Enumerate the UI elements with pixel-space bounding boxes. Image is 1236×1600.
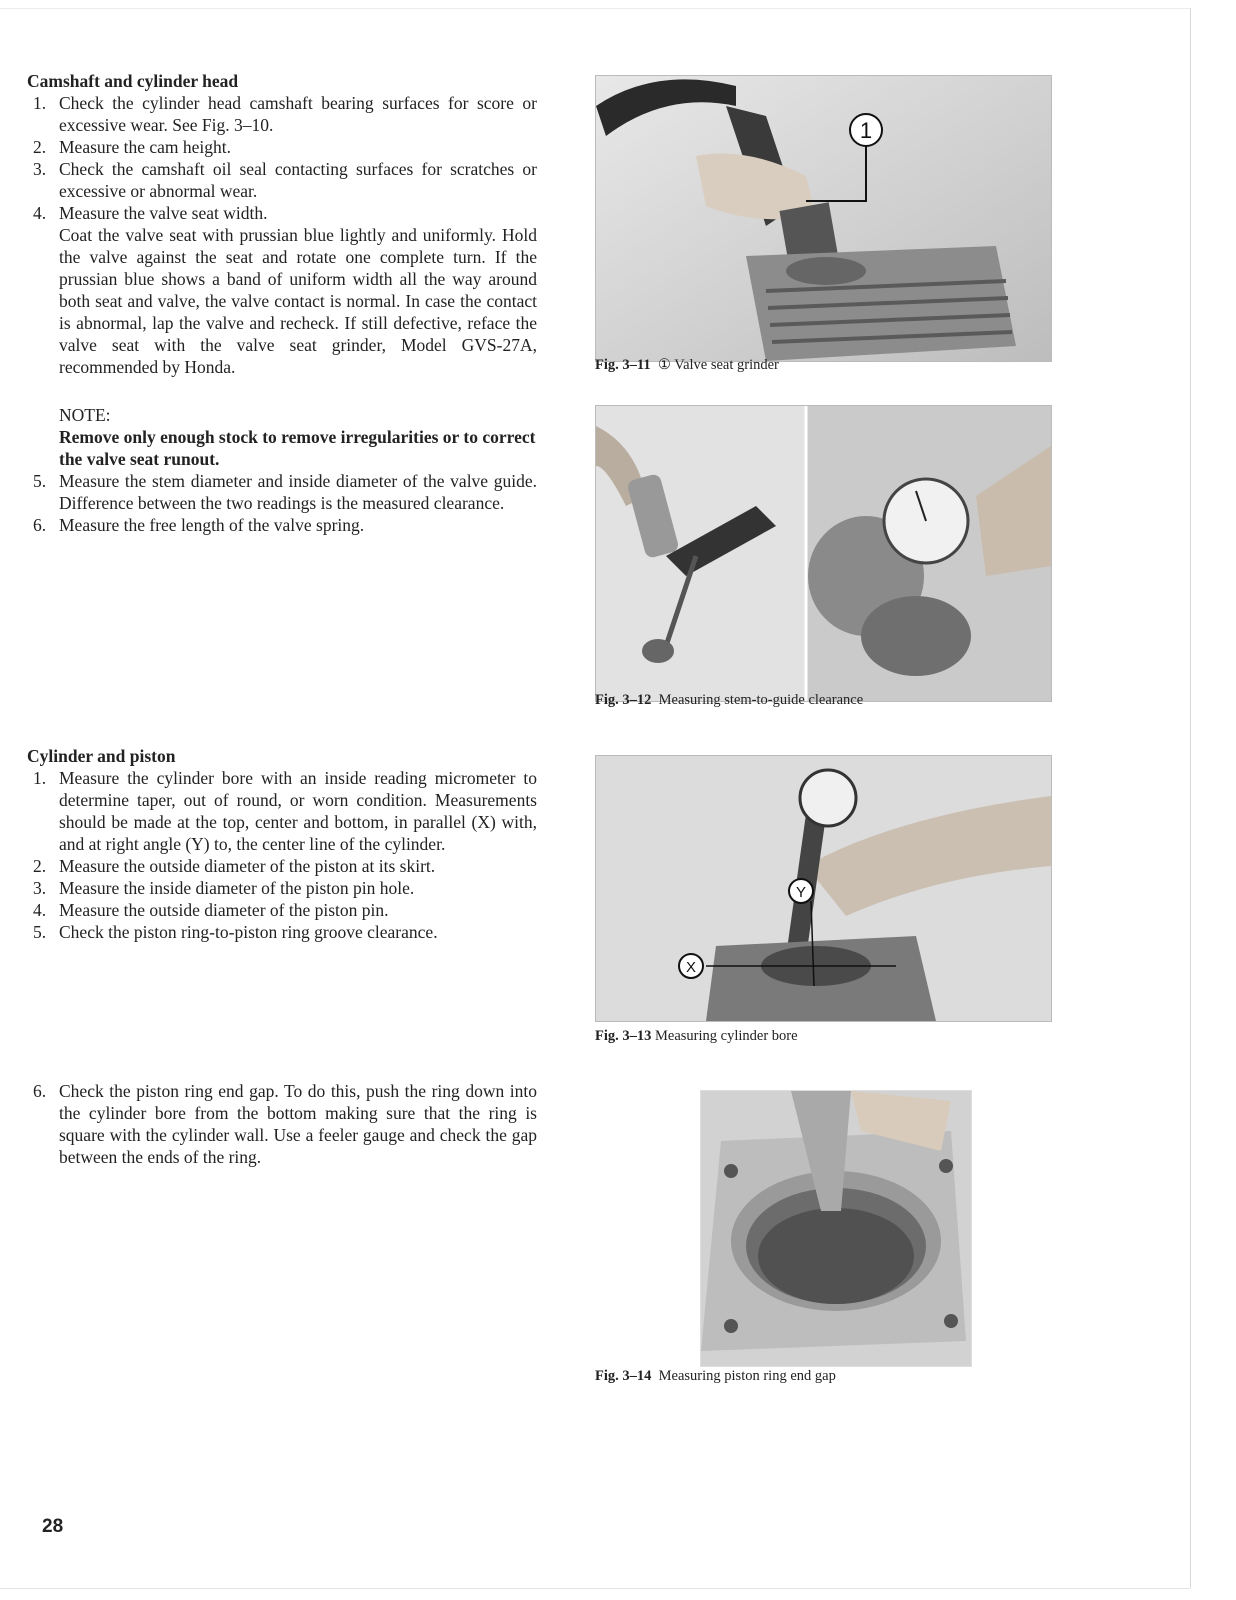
page-edge-top [0,8,1190,9]
list-item: 2. Measure the cam height. [33,137,232,157]
figure-label: Fig. 3–13 [595,1028,652,1044]
step-list-continued [27,1080,537,1168]
fig-3-13-callout-x: X [685,959,697,976]
step-list [27,767,537,943]
fig-3-13-photo [595,755,1052,1022]
fig-3-12-caption: Fig. 3–12 Measuring stem-to-guide clearance [595,692,864,708]
figure-label: Fig. 3–12 [595,692,652,708]
figure-label: Fig. 3–11 [595,357,651,373]
list-item: 5. Measure the stem diameter and inside diameter of the valve guide. Difference between the two readings is the measured clearance. [33,471,537,513]
list-item: 5. Check the piston ring-to-piston ring groove clearance. [33,922,438,942]
list-item: 6. Check the piston ring end gap. To do this, push the ring down into the cylinder bore from the bottom making sure that the ring is square with the cylinder wall. Use a feeler gauge and check the gap between the ends of the ring. [33,1081,537,1167]
step-list-continued [27,470,537,536]
section-cylinder-piston [27,745,537,943]
page-number: 28 [42,1516,64,1537]
fig-3-14-caption: Fig. 3–14 Measuring piston ring end gap [595,1368,836,1384]
list-item: 4. Measure the valve seat width. Coat the valve seat with prussian blue lightly and uniformly. Hold the valve against the seat and rotate one complete turn. If the prussian blue shows a band of uniform width all the way around both seat and valve, the valve contact is normal. In case the contact is abnormal, lap the valve and recheck. If still defective, reface the valve seat with the valve seat grinder, Model GVS-27A, recommended by Honda. [33,203,537,377]
fig-3-11-callout: 1 [859,118,873,143]
fig-3-11-photo [595,75,1052,362]
fig-3-13-caption: Fig. 3–13 Measuring cylinder bore [595,1028,798,1044]
section-cylinder-piston-continued [27,1080,537,1168]
step-list [27,92,537,378]
fig-3-11-caption: Fig. 3–11 ① Valve seat grinder [595,357,779,373]
fig-3-14-photo [700,1090,972,1367]
figure-label: Fig. 3–14 [595,1368,652,1384]
list-item: 1. Measure the cylinder bore with an inside reading micrometer to determine taper, out of round, or worn condition. Measurements should be made at the top, center and bottom, in parallel (X) with, and at right angle (Y) to, the center line of the cylinder. [33,768,537,854]
page-edge-bottom [0,1588,1190,1589]
section-heading: Cylinder and piston [27,746,176,766]
note [27,404,537,470]
note-title: NOTE: [59,405,111,425]
list-item: 4. Measure the outside diameter of the piston pin. [33,900,389,920]
list-item: 3. Measure the inside diameter of the piston pin hole. [33,878,415,898]
list-item: 3. Check the camshaft oil seal contacting surfaces for scratches or excessive or abnormal wear. [33,159,537,201]
note-body: Remove only enough stock to remove irregularities or to correct the valve seat runout. [59,427,536,469]
section-heading: Camshaft and cylinder head [27,71,239,91]
page-edge-right [1190,8,1191,1588]
list-item: 1. Check the cylinder head camshaft bearing surfaces for score or excessive wear. See Fig. 3–10. [33,93,537,135]
list-item: 6. Measure the free length of the valve spring. [33,515,365,535]
fig-3-13-callout-y: Y [795,884,807,901]
list-item-detail: Coat the valve seat with prussian blue lightly and uniformly. Hold the valve against the seat and rotate one complete turn. If the prussian blue shows a band of uniform width all the way around both seat and valve, the valve contact is normal. In case the contact is abnormal, lap the valve and recheck. If still defective, reface the valve seat with the valve seat grinder, Model GVS-27A, recommended by Honda. [59,225,537,377]
list-item: 2. Measure the outside diameter of the piston at its skirt. [33,856,436,876]
fig-3-12-photo [595,405,1052,702]
section-camshaft-cylinder-head [27,70,537,536]
